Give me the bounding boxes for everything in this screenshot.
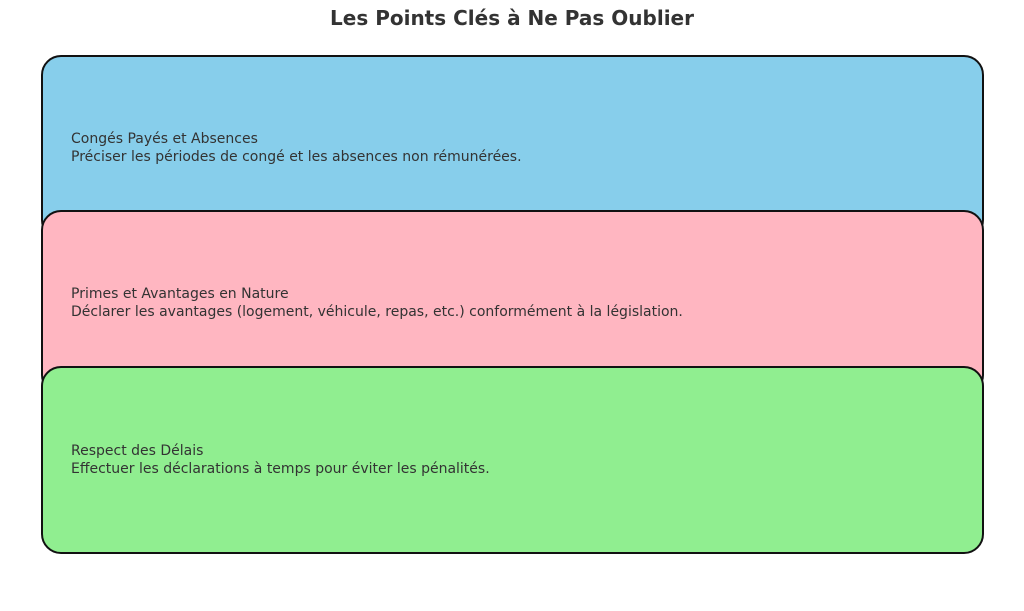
card-text (71, 285, 683, 321)
card-text (71, 130, 522, 166)
card-delais (41, 366, 984, 554)
card-heading: Congés Payés et Absences (71, 131, 258, 147)
card-heading: Primes et Avantages en Nature (71, 286, 289, 302)
page-title: Les Points Clés à Ne Pas Oublier (330, 6, 694, 30)
card-description: Préciser les périodes de congé et les absences non rémunérées. (71, 149, 522, 165)
card-description: Déclarer les avantages (logement, véhicule, repas, etc.) conformément à la législation. (71, 304, 683, 320)
card-text (71, 442, 490, 478)
card-description: Effectuer les déclarations à temps pour éviter les pénalités. (71, 461, 490, 477)
card-heading: Respect des Délais (71, 443, 204, 459)
